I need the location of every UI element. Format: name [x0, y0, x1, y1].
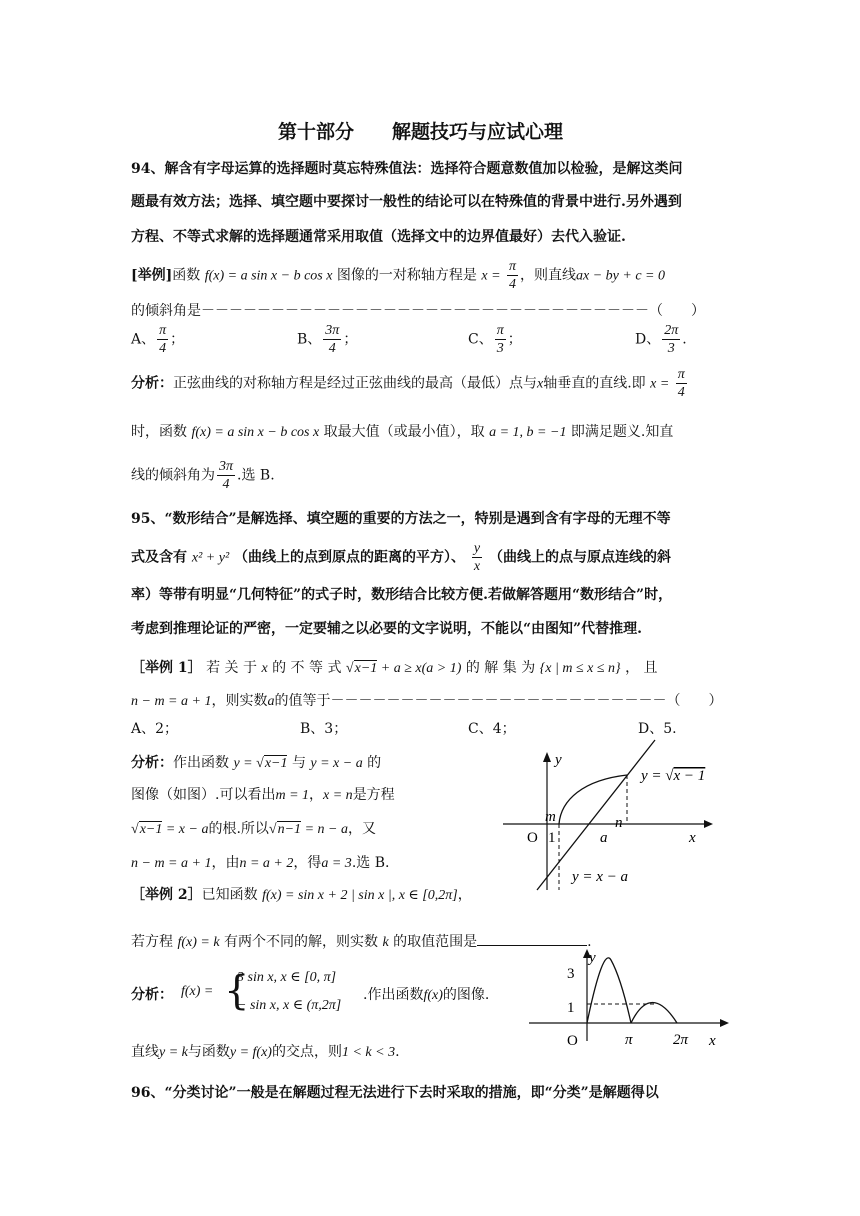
option-b: [297, 322, 357, 357]
example-text: ，: [457, 887, 472, 903]
s94-line-2: 题最有效方法；选择、填空题中要探讨一般性的结论可以在特殊值的背景中进行.另外遇到: [131, 194, 682, 210]
frac-num: 2π: [664, 323, 679, 338]
s94-example-line-2: 的倾斜角是－－－－－－－－－－－－－－－－－－－－－－－－－－－－－－－－（ ）: [131, 303, 705, 319]
example-condition: n − m = a + 1: [131, 694, 212, 709]
analysis-text: 直线: [131, 1044, 159, 1060]
analysis-expr: n − m = a + 1: [131, 856, 212, 871]
s95-analysis-1-line-2: [131, 784, 395, 804]
three-label: 3: [567, 966, 575, 982]
example-tag: ［举例 2］: [131, 887, 202, 903]
x-axis-arrow: [704, 820, 713, 828]
option-c: [468, 322, 522, 357]
analysis-expr: y = √x−1: [233, 756, 288, 771]
example-text: 图像的一对称轴方程是: [336, 267, 477, 284]
example-text: ，则实数: [211, 693, 268, 709]
s95-slope-fraction: [472, 540, 482, 575]
radicand: x−1: [264, 756, 288, 771]
option-label: D、: [635, 331, 661, 348]
option-fraction: [323, 322, 341, 357]
s95-example-1-line-2: [131, 690, 722, 710]
frac-den: 3: [496, 341, 504, 356]
analysis-text: 的交点，则: [271, 1044, 342, 1060]
one-label: 1: [567, 1000, 575, 1016]
s94-example: [131, 258, 665, 293]
s95-analysis-2-line-3: [131, 1041, 400, 1061]
curve-neg-sinx: [631, 1003, 677, 1024]
s95-text: （曲线上的点到原点的距离的平方）、: [234, 549, 466, 566]
analysis-x: x: [537, 376, 544, 392]
s95-line-1: 95、“数形结合”是解选择、填空题的重要的方法之一，特别是遇到含有字母的无理不等: [131, 511, 671, 527]
radicand: x−1: [139, 822, 163, 837]
s94-analysis-line-2: [131, 421, 673, 441]
frac-den: x: [473, 559, 481, 574]
example-var: a: [267, 694, 275, 709]
example-text: 的值等于－－－－－－－－－－－－－－－－－－－－－－－－（ ）: [274, 693, 723, 709]
option-fraction: [495, 322, 506, 357]
option-d: [635, 322, 687, 357]
radicand: x−1: [354, 661, 378, 676]
analysis-answer-fraction: [217, 458, 235, 493]
example-text: 若方程: [131, 934, 173, 950]
page-title: 第十部分 解题技巧与应试心理: [278, 121, 564, 143]
expr-rest: = x − a: [162, 822, 209, 837]
example-text: 的 解 集 为: [465, 660, 536, 676]
option-tail: .: [682, 331, 687, 348]
s95-text: 式及含有: [131, 549, 187, 566]
expr-lhs: y =: [233, 756, 253, 771]
analysis-expr: √x−1 = x − a: [131, 822, 209, 837]
s95-example-2-line-2: [131, 931, 592, 951]
analysis-expr: m = 1: [275, 788, 310, 803]
origin-label: O: [527, 830, 538, 846]
analysis-text: 轴垂直的直线.即: [543, 375, 646, 392]
frac-num: π: [508, 259, 516, 274]
a-label: a: [600, 830, 608, 846]
analysis-text: 时，函数: [131, 424, 187, 440]
analysis-tag: 分析：: [131, 987, 173, 1003]
analysis-text: 的根.所以: [208, 821, 269, 837]
analysis-axis-fraction: [676, 366, 687, 401]
s94-analysis-line-1: [131, 366, 689, 401]
s95-line-2: [131, 540, 671, 575]
option-fraction: [662, 322, 680, 357]
y-label: y: [589, 950, 596, 966]
frac-den: 4: [508, 277, 516, 292]
option-label: C、: [468, 331, 493, 348]
example-text: 已知函数: [201, 887, 258, 903]
curve-label-lhs: y =: [641, 768, 662, 784]
analysis-expr: f(x): [423, 988, 443, 1003]
analysis-tag: 分析：: [131, 375, 173, 392]
analysis-text: 取最大值（或最小值），取: [323, 424, 485, 440]
figure-2: [525, 946, 735, 1046]
analysis-expr: a = 3: [321, 856, 352, 871]
x-label: x: [689, 830, 696, 846]
one-label: 1: [548, 830, 556, 846]
analysis-text: 与: [291, 755, 306, 771]
analysis-text: .作出函数: [363, 987, 424, 1003]
example-text: 有两个不同的解，则实数: [224, 934, 378, 950]
analysis-text: 线的倾斜角为: [131, 467, 215, 484]
piecewise-lhs: f(x) =: [181, 984, 214, 999]
ex1-option-a: A、2；: [131, 721, 179, 737]
example-text: 函数: [172, 267, 201, 284]
curve-label-rad: x − 1: [673, 768, 706, 784]
x-axis-arrow: [720, 1019, 729, 1027]
piecewise-case-2: − sin x, x ∈ (π,2π]: [237, 998, 342, 1013]
y-axis-arrow: [543, 752, 551, 762]
axis-fraction: [507, 258, 518, 293]
analysis-text: 图像（如图）.可以看出: [131, 787, 276, 803]
example-set: {x | m ≤ x ≤ n}: [539, 661, 621, 676]
axis-equation-lhs: x =: [481, 268, 501, 284]
example-inequality: √x−1 + a ≥ x(a > 1): [345, 661, 462, 676]
example-var: k: [382, 935, 389, 950]
analysis-expr: 1 < k < 3: [341, 1045, 396, 1060]
expr-rest: = n − a: [301, 822, 348, 837]
piecewise-brace: {: [224, 968, 250, 1014]
s94-line-1: 94、解含有字母运算的选择题时莫忘特殊值法：选择符合题意数值加以检验，是解这类问: [131, 161, 683, 177]
example-text: 的 不 等 式: [272, 660, 342, 676]
n-label: n: [615, 815, 623, 831]
example-function: f(x) = a sin x − b cos x: [204, 268, 333, 284]
s95-example-1: [131, 657, 658, 677]
frac-num: 3π: [219, 459, 234, 474]
y-label: y: [555, 752, 562, 768]
option-tail: ；: [170, 331, 185, 348]
analysis-text: .: [395, 1044, 400, 1060]
analysis-text: 正弦曲线的对称轴方程是经过正弦曲线的最高（最低）点与: [173, 375, 537, 392]
curve-label: y = √x − 1: [641, 768, 706, 784]
analysis-expr: y = x − a: [310, 756, 363, 771]
frac-den: 3: [667, 341, 675, 356]
radicand: n−1: [277, 822, 302, 837]
analysis-text: 的: [367, 755, 382, 771]
option-a: [131, 322, 184, 357]
curve-3sinx: [587, 958, 631, 1023]
analysis-axis-lhs: x =: [650, 376, 670, 392]
s95-analysis-1-line-4: [131, 852, 389, 872]
analysis-text: ，: [309, 787, 324, 803]
option-tail: ；: [507, 331, 522, 348]
example-text: .: [587, 934, 592, 950]
s95-text: （曲线上的点与原点连线的斜: [489, 549, 671, 566]
frac-num: π: [159, 323, 167, 338]
frac-num: π: [496, 323, 504, 338]
analysis-ab: a = 1, b = −1: [489, 425, 567, 440]
analysis-text: ，得: [293, 855, 322, 871]
ex1-option-c: C、4；: [468, 721, 516, 737]
frac-num: y: [473, 541, 481, 556]
example-expr: f(x) = k: [177, 935, 220, 950]
analysis-text: 即满足题义.知直: [570, 424, 674, 440]
x-label: x: [709, 1033, 716, 1046]
option-label: B、: [297, 331, 322, 348]
s95-line-3: 率）等带有明显“几何特征”的式子时，数形结合比较方便.若做解答题用“数形结合”时，: [131, 587, 673, 603]
s96-line-1: 96、“分类讨论”一般是在解题过程无法进行下去时采取的措施，即“分类”是解题得以: [131, 1085, 659, 1101]
s95-line-4: 考虑到推理论证的严密，一定要辅之以必要的文字说明，不能以“由图知”代替推理.: [131, 621, 642, 637]
analysis-expr: x = n: [323, 788, 353, 803]
s95-analysis-1-line-1: [131, 752, 381, 772]
option-tail: ；: [343, 331, 358, 348]
analysis-expr: y = f(x): [229, 1045, 272, 1060]
frac-den: 4: [328, 341, 336, 356]
analysis-text: 是方程: [352, 787, 395, 803]
frac-num: 3π: [325, 323, 340, 338]
s95-example-2: [131, 884, 472, 904]
pi-label: π: [625, 1032, 633, 1046]
analysis-text-group: [363, 984, 489, 1004]
analysis-expr: y = k: [159, 1045, 188, 1060]
example-text: ， 且: [625, 660, 658, 676]
option-label: A、: [131, 331, 156, 348]
s94-line-3: 方程、不等式求解的选择题通常采用取值（选择文中的边界值最好）去代入验证.: [131, 229, 626, 245]
analysis-text: 的图像.: [442, 987, 490, 1003]
example-text: 的取值范围是: [393, 934, 478, 950]
analysis-text: 作出函数: [173, 755, 229, 771]
two-pi-label: 2π: [673, 1032, 689, 1046]
example-tag: ［举例 1］: [131, 660, 202, 676]
analysis-text: ，由: [211, 855, 240, 871]
option-fraction: [157, 322, 168, 357]
frac-num: π: [677, 367, 685, 382]
analysis-text: 与函数: [187, 1044, 230, 1060]
s95-analysis-1-line-3: [131, 818, 376, 838]
example-var: x: [261, 661, 268, 676]
analysis-text: ，又: [347, 821, 376, 837]
inequality-rest: + a ≥ x(a > 1): [377, 661, 462, 676]
analysis-text: .选 B.: [351, 855, 390, 871]
s95-expr: x² + y²: [191, 550, 230, 566]
example-text: 若 关 于: [206, 660, 257, 676]
example-text: ，则直线: [520, 267, 576, 284]
analysis-function: f(x) = a sin x − b cos x: [191, 425, 320, 440]
analysis-text: .选 B.: [237, 467, 275, 484]
frac-den: 4: [159, 341, 167, 356]
example-function: f(x) = sin x + 2 | sin x |, x ∈ [0,2π]: [262, 888, 458, 903]
analysis-expr: n = a + 2: [239, 856, 294, 871]
origin-label: O: [567, 1033, 578, 1046]
line-label: y = x − a: [572, 869, 629, 885]
figure-1: [495, 738, 735, 898]
ex1-option-b: B、3；: [300, 721, 348, 737]
ex1-option-d: D、5.: [638, 721, 677, 737]
analysis-tag: 分析：: [131, 755, 173, 771]
frac-den: 4: [222, 477, 230, 492]
analysis-expr: √n−1 = n − a: [268, 822, 348, 837]
m-label: m: [545, 809, 556, 825]
line-equation: ax − by + c = 0: [576, 268, 665, 284]
frac-den: 4: [677, 385, 685, 400]
s94-analysis-line-3: [131, 458, 275, 493]
example-tag: [举例]: [131, 267, 173, 284]
piecewise-case-1: 3 sin x, x ∈ [0, π]: [237, 970, 337, 985]
